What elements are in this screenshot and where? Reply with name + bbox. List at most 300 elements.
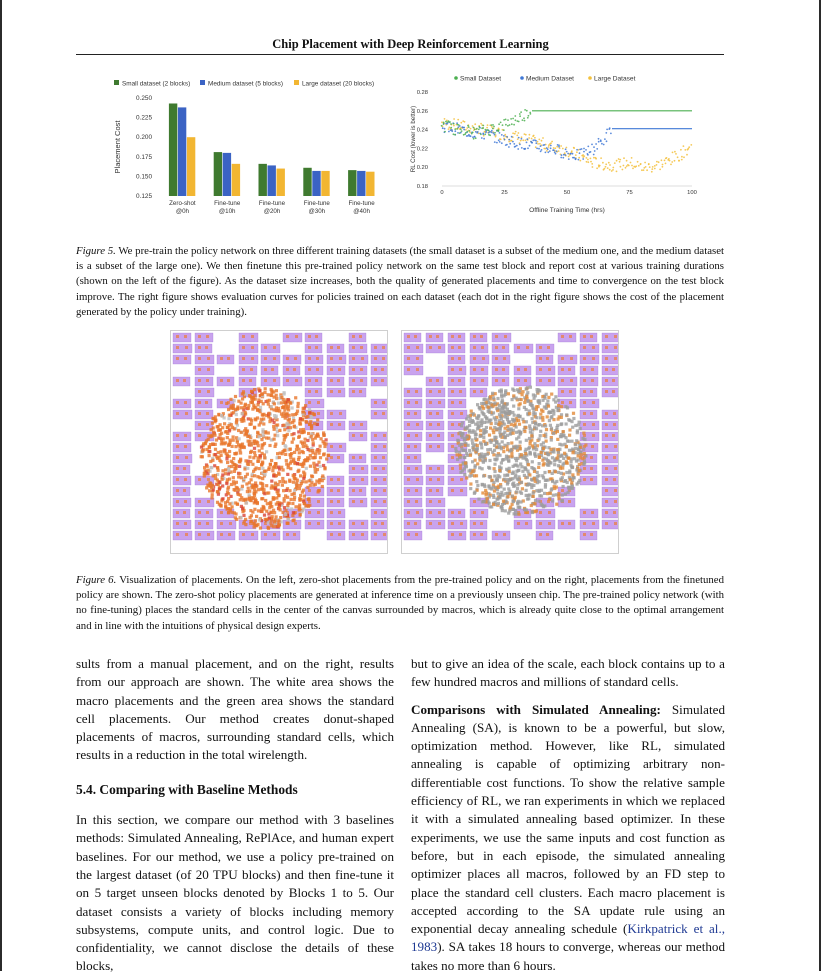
- standard-cell: [219, 504, 222, 507]
- data-point: [628, 165, 630, 167]
- standard-cell: [496, 497, 499, 500]
- macro-pin: [176, 445, 179, 448]
- standard-cell: [262, 422, 265, 425]
- data-point: [499, 141, 501, 143]
- standard-cell: [493, 416, 496, 419]
- page-edge-left: [0, 0, 2, 971]
- data-point: [579, 160, 581, 162]
- standard-cell: [214, 474, 217, 477]
- standard-cell: [534, 412, 537, 415]
- bar: [169, 103, 177, 196]
- standard-cell: [493, 402, 496, 405]
- standard-cell: [282, 412, 285, 415]
- macro-pin: [591, 368, 594, 371]
- macro-block: [470, 531, 487, 540]
- standard-cell: [293, 475, 296, 478]
- macro-block: [404, 344, 423, 353]
- data-point: [684, 149, 686, 151]
- data-point: [480, 123, 482, 125]
- data-point: [516, 145, 518, 147]
- standard-cell: [323, 452, 326, 455]
- macro-pin: [352, 478, 355, 481]
- data-point: [511, 136, 513, 138]
- standard-cell: [496, 397, 499, 400]
- standard-cell: [495, 407, 498, 410]
- standard-cell: [253, 426, 256, 429]
- standard-cell: [538, 456, 541, 459]
- standard-cell: [556, 430, 559, 433]
- standard-cell: [210, 428, 213, 431]
- x-tick-label: 75: [626, 190, 633, 196]
- macro-pin: [352, 522, 355, 525]
- standard-cell: [567, 486, 570, 489]
- standard-cell: [227, 424, 230, 427]
- standard-cell: [228, 414, 231, 417]
- macro-pin: [185, 456, 188, 459]
- standard-cell: [305, 420, 308, 423]
- macro-pin: [590, 390, 593, 393]
- standard-cell: [257, 460, 260, 463]
- data-point: [507, 119, 509, 121]
- standard-cell: [456, 439, 459, 442]
- macro-pin: [206, 511, 209, 514]
- macro-block: [602, 388, 618, 397]
- macro-pin: [451, 522, 454, 525]
- standard-cell: [525, 494, 528, 497]
- standard-cell: [507, 487, 510, 490]
- macro-block: [580, 410, 597, 419]
- standard-cell: [512, 471, 515, 474]
- data-point: [620, 166, 622, 168]
- standard-cell: [471, 470, 474, 473]
- data-point: [510, 118, 512, 120]
- macro-pin: [592, 401, 595, 404]
- macro-block: [239, 531, 258, 540]
- macro-pin: [352, 335, 355, 338]
- standard-cell: [502, 433, 505, 436]
- standard-cell: [220, 432, 223, 435]
- data-point: [606, 129, 608, 131]
- macro-block: [536, 531, 553, 540]
- data-point: [654, 165, 656, 167]
- data-point: [527, 147, 529, 149]
- standard-cell: [473, 474, 476, 477]
- standard-cell: [250, 390, 253, 393]
- macro-pin: [480, 390, 483, 393]
- macro-pin: [360, 434, 363, 437]
- standard-cell: [485, 416, 488, 419]
- macro-block: [173, 410, 192, 419]
- standard-cell: [541, 459, 544, 462]
- standard-cell: [275, 515, 278, 518]
- standard-cell: [271, 469, 274, 472]
- macro-block: [514, 344, 533, 353]
- standard-cell: [583, 452, 586, 455]
- macro-block: [492, 333, 511, 342]
- standard-cell: [243, 446, 246, 449]
- macro-block: [327, 443, 346, 452]
- macro-pin: [220, 401, 223, 404]
- macro-pin: [415, 401, 418, 404]
- standard-cell: [518, 506, 521, 509]
- standard-cell: [220, 414, 223, 417]
- macro-block: [470, 509, 488, 518]
- standard-cell: [533, 452, 536, 455]
- standard-cell: [510, 448, 513, 451]
- macro-pin: [242, 533, 245, 536]
- standard-cell: [303, 495, 306, 498]
- data-point: [544, 144, 546, 146]
- macro-pin: [330, 445, 333, 448]
- macro-block: [404, 520, 421, 529]
- standard-cell: [482, 413, 485, 416]
- macro-pin: [605, 357, 608, 360]
- macro-block: [195, 333, 213, 342]
- standard-cell: [273, 402, 276, 405]
- standard-cell: [211, 493, 214, 496]
- standard-cell: [583, 438, 586, 441]
- standard-cell: [292, 511, 295, 514]
- right-column: [411, 655, 725, 975]
- standard-cell: [530, 434, 533, 437]
- standard-cell: [227, 467, 230, 470]
- standard-cell: [272, 474, 275, 477]
- data-point: [573, 147, 575, 149]
- standard-cell: [237, 488, 240, 491]
- citation-link[interactable]: Kirkpatrick et al., 1983: [411, 921, 725, 955]
- standard-cell: [517, 500, 520, 503]
- macro-pin: [605, 467, 608, 470]
- standard-cell: [300, 482, 303, 485]
- data-point: [528, 115, 530, 117]
- standard-cell: [302, 445, 305, 448]
- data-point: [444, 128, 446, 130]
- macro-block: [349, 388, 366, 397]
- data-point: [518, 132, 520, 134]
- standard-cell: [249, 418, 252, 421]
- standard-cell: [302, 471, 305, 474]
- standard-cell: [238, 465, 241, 468]
- macro-pin: [382, 467, 385, 470]
- macro-pin: [352, 368, 355, 371]
- data-point: [550, 142, 552, 144]
- macro-block: [349, 498, 367, 507]
- standard-cell: [260, 393, 263, 396]
- data-point: [492, 128, 494, 130]
- standard-cell: [468, 475, 471, 478]
- macro-pin: [414, 456, 417, 459]
- macro-pin: [437, 423, 440, 426]
- standard-cell: [476, 462, 479, 465]
- standard-cell: [283, 449, 286, 452]
- macro-pin: [605, 511, 608, 514]
- macro-pin: [614, 357, 617, 360]
- standard-cell: [483, 421, 486, 424]
- data-point: [640, 163, 642, 165]
- standard-cell: [491, 451, 494, 454]
- standard-cell: [489, 427, 492, 430]
- standard-cell: [291, 502, 294, 505]
- bar: [348, 170, 356, 196]
- standard-cell: [240, 402, 243, 405]
- standard-cell: [295, 412, 298, 415]
- data-point: [513, 143, 515, 145]
- bar: [187, 137, 195, 196]
- data-point: [547, 148, 549, 150]
- data-point: [473, 127, 475, 129]
- standard-cell: [255, 499, 258, 502]
- standard-cell: [502, 500, 505, 503]
- standard-cell: [310, 435, 313, 438]
- macro-pin: [436, 412, 439, 415]
- standard-cell: [553, 463, 556, 466]
- standard-cell: [270, 505, 273, 508]
- data-point: [527, 117, 529, 119]
- macro-pin: [251, 335, 254, 338]
- macro-pin: [330, 489, 333, 492]
- standard-cell: [532, 393, 535, 396]
- macro-block: [536, 509, 555, 518]
- standard-cell: [282, 424, 285, 427]
- standard-cell: [570, 481, 573, 484]
- y-tick-label: 0.150: [136, 173, 152, 181]
- macro-pin: [473, 335, 476, 338]
- macro-pin: [548, 368, 551, 371]
- left-column: [76, 655, 394, 976]
- data-point: [566, 151, 568, 153]
- macro-block: [580, 520, 599, 529]
- macro-pin: [561, 368, 564, 371]
- data-point: [535, 146, 537, 148]
- standard-cell: [570, 440, 573, 443]
- data-point: [678, 160, 680, 162]
- macro-pin: [473, 357, 476, 360]
- standard-cell: [523, 474, 526, 477]
- standard-cell: [289, 467, 292, 470]
- macro-pin: [539, 522, 542, 525]
- standard-cell: [488, 434, 491, 437]
- standard-cell: [283, 391, 286, 394]
- data-point: [598, 138, 600, 140]
- standard-cell: [316, 463, 319, 466]
- standard-cell: [501, 494, 504, 497]
- macro-pin: [407, 434, 410, 437]
- standard-cell: [231, 505, 234, 508]
- macro-pin: [184, 335, 187, 338]
- standard-cell: [460, 447, 463, 450]
- data-point: [553, 149, 555, 151]
- macro-pin: [382, 401, 385, 404]
- macro-pin: [352, 456, 355, 459]
- data-point: [453, 123, 455, 125]
- standard-cell: [469, 454, 472, 457]
- data-point: [441, 125, 443, 127]
- standard-cell: [323, 442, 326, 445]
- macro-pin: [605, 456, 608, 459]
- data-point: [652, 166, 654, 168]
- standard-cell: [318, 479, 321, 482]
- legend-label: Large Dataset: [594, 75, 636, 83]
- standard-cell: [507, 410, 510, 413]
- standard-cell: [255, 484, 258, 487]
- data-point: [669, 160, 671, 162]
- macro-pin: [451, 456, 454, 459]
- macro-block: [558, 333, 576, 342]
- standard-cell: [207, 469, 210, 472]
- macro-pin: [184, 445, 187, 448]
- standard-cell: [572, 412, 575, 415]
- macro-pin: [317, 511, 320, 514]
- standard-cell: [504, 411, 507, 414]
- data-point: [590, 161, 592, 163]
- macro-block: [448, 487, 467, 496]
- data-point: [668, 158, 670, 160]
- standard-cell: [454, 447, 457, 450]
- standard-cell: [471, 431, 474, 434]
- standard-cell: [228, 450, 231, 453]
- standard-cell: [468, 429, 471, 432]
- standard-cell: [302, 507, 305, 510]
- data-point: [515, 119, 517, 121]
- data-point: [651, 171, 653, 173]
- macro-pin: [295, 379, 298, 382]
- macro-block: [426, 432, 444, 441]
- macro-pin: [416, 423, 419, 426]
- macro-pin: [473, 522, 476, 525]
- standard-cell: [319, 445, 322, 448]
- standard-cell: [520, 398, 523, 401]
- macro-block: [349, 476, 368, 485]
- macro-pin: [184, 401, 187, 404]
- standard-cell: [502, 404, 505, 407]
- standard-cell: [551, 456, 554, 459]
- standard-cell: [249, 442, 252, 445]
- standard-cell: [551, 409, 554, 412]
- data-point: [469, 130, 471, 132]
- standard-cell: [567, 491, 570, 494]
- standard-cell: [249, 451, 252, 454]
- data-point: [539, 143, 541, 145]
- macro-pin: [407, 500, 410, 503]
- macro-pin: [568, 368, 571, 371]
- standard-cell: [240, 418, 243, 421]
- standard-cell: [513, 419, 516, 422]
- macro-pin: [308, 511, 311, 514]
- macro-pin: [308, 401, 311, 404]
- macro-block: [426, 498, 445, 507]
- macro-block: [470, 355, 489, 364]
- standard-cell: [296, 445, 299, 448]
- data-point: [646, 169, 648, 171]
- standard-cell: [546, 399, 549, 402]
- macro-pin: [407, 533, 410, 536]
- macro-block: [448, 410, 467, 419]
- macro-pin: [242, 335, 245, 338]
- standard-cell: [469, 487, 472, 490]
- standard-cell: [545, 457, 548, 460]
- macro-pin: [451, 489, 454, 492]
- macro-pin: [407, 445, 410, 448]
- standard-cell: [273, 396, 276, 399]
- standard-cell: [557, 497, 560, 500]
- standard-cell: [255, 515, 258, 518]
- macro-pin: [517, 379, 520, 382]
- macro-block: [327, 531, 345, 540]
- standard-cell: [221, 497, 224, 500]
- data-point: [545, 152, 547, 154]
- data-point: [441, 121, 443, 123]
- standard-cell: [500, 461, 503, 464]
- legend-label: Small dataset (2 blocks): [122, 80, 191, 88]
- x-tick-label: @20h: [263, 208, 281, 215]
- data-point: [672, 152, 674, 154]
- macro-block: [514, 520, 532, 529]
- standard-cell: [283, 428, 286, 431]
- standard-cell: [526, 400, 529, 403]
- standard-cell: [213, 464, 216, 467]
- macro-block: [173, 344, 192, 353]
- macro-pin: [495, 346, 498, 349]
- standard-cell: [482, 440, 485, 443]
- standard-cell: [227, 497, 230, 500]
- standard-cell: [464, 449, 467, 452]
- data-point: [603, 144, 605, 146]
- standard-cell: [551, 480, 554, 483]
- standard-cell: [234, 516, 237, 519]
- standard-cell: [568, 434, 571, 437]
- standard-cell: [321, 474, 324, 477]
- standard-cell: [479, 429, 482, 432]
- macro-pin: [381, 522, 384, 525]
- standard-cell: [572, 476, 575, 479]
- standard-cell: [528, 424, 531, 427]
- data-point: [654, 168, 656, 170]
- x-tick-label: Fine-tune: [348, 200, 375, 207]
- figure-5-caption-text: We pre-train the policy network on three different training datasets (the small dataset is a subset of the medium one, and the medium dataset is a subset of the large one). We then finetune this pre-trained policy network on the same test block and report cost at various training durations (shown on the left of the figure). As the dataset size increases, both the quality of generated placements and time to convergence on the test block improve. The right figure shows evaluation curves for policies trained on each dataset (each dot in the right figure shows the cost of the placement generated by the policy under training).: [76, 245, 724, 318]
- data-point: [555, 153, 557, 155]
- standard-cell: [322, 431, 325, 434]
- macro-block: [404, 421, 423, 430]
- data-point: [637, 161, 639, 163]
- data-point: [476, 128, 478, 130]
- macro-pin: [429, 390, 432, 393]
- standard-cell: [248, 456, 251, 459]
- macro-pin: [317, 522, 320, 525]
- macro-pin: [429, 489, 432, 492]
- data-point: [470, 128, 472, 130]
- standard-cell: [267, 468, 270, 471]
- standard-cell: [308, 408, 311, 411]
- data-point: [514, 115, 516, 117]
- standard-cell: [498, 469, 501, 472]
- standard-cell: [272, 466, 275, 469]
- macro-pin: [183, 379, 186, 382]
- standard-cell: [230, 460, 233, 463]
- data-point: [631, 157, 633, 159]
- data-point: [556, 150, 558, 152]
- macro-pin: [592, 434, 595, 437]
- data-point: [467, 131, 469, 133]
- data-point: [605, 163, 607, 165]
- macro-block: [195, 509, 213, 518]
- macro-block: [261, 377, 280, 386]
- data-point: [500, 122, 502, 124]
- standard-cell: [261, 467, 264, 470]
- standard-cell: [561, 499, 564, 502]
- macro-block: [173, 498, 191, 507]
- data-point: [448, 128, 450, 130]
- x-tick-label: @40h: [353, 208, 370, 215]
